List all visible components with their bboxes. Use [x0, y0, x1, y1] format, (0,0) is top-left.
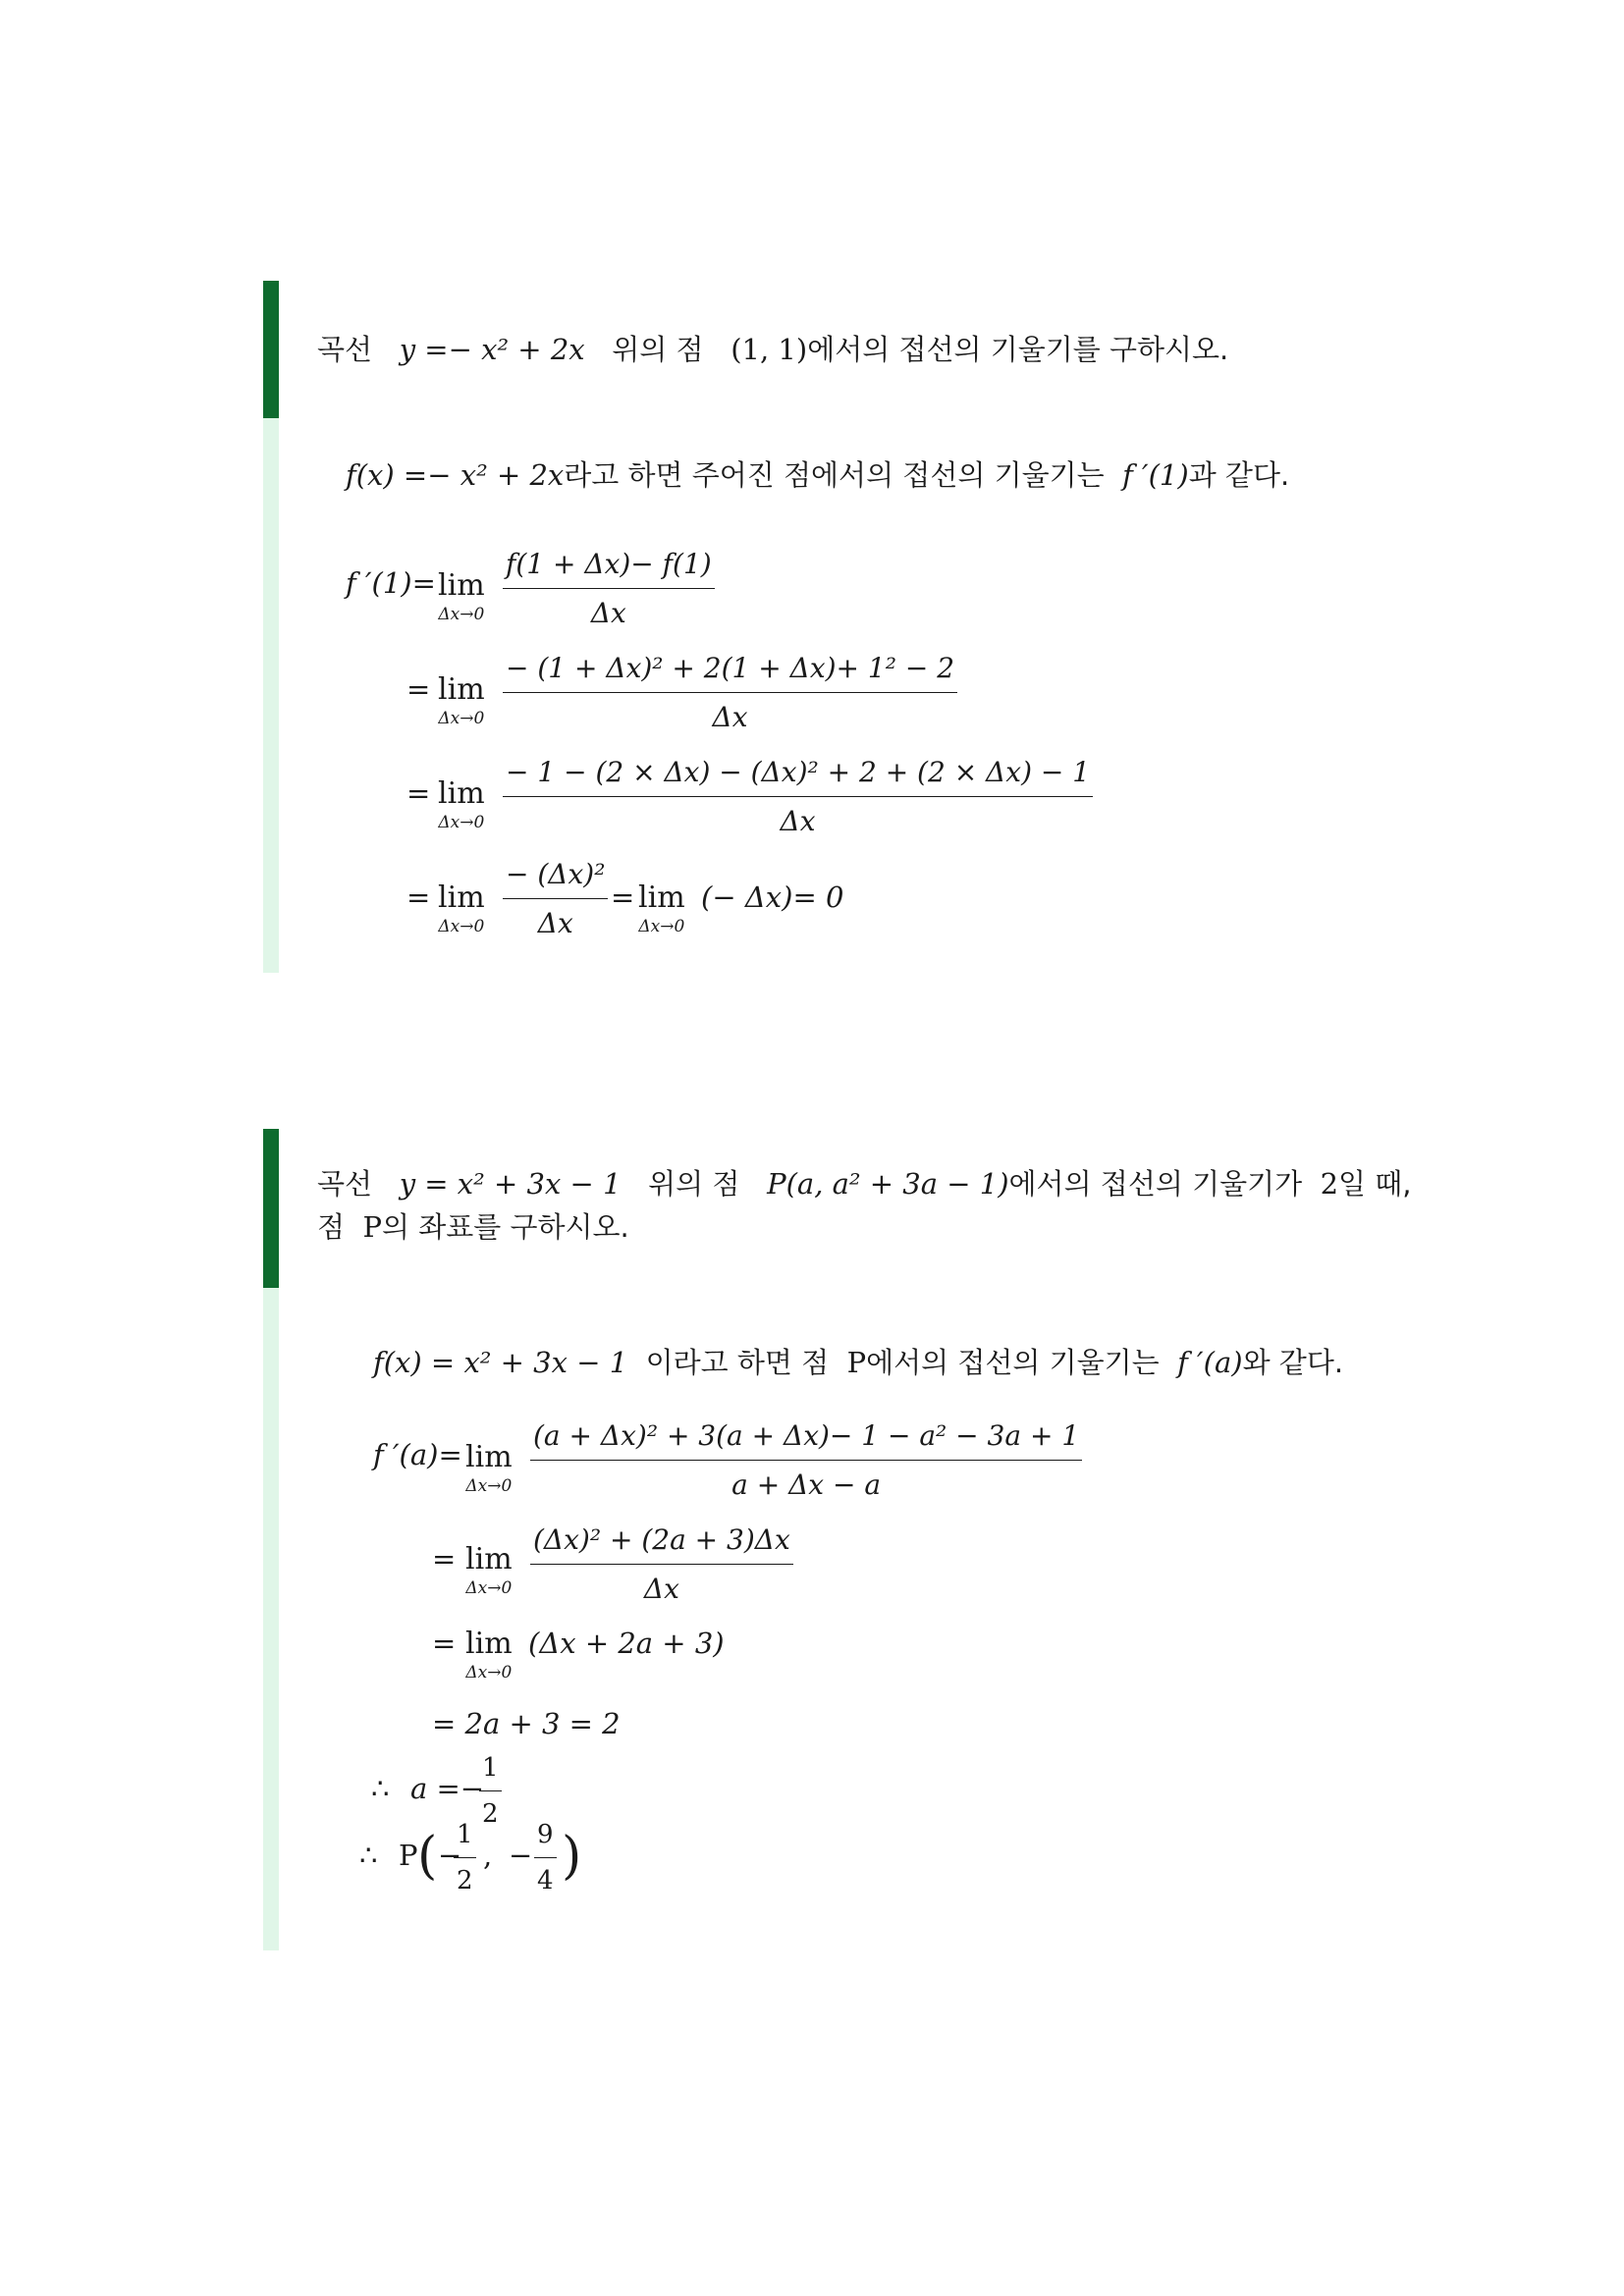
p2-step4: = 2a + 3 = 2 — [432, 1707, 621, 1740]
problem2-question-line1: 곡선 y = x² + 3x − 1 위의 점 P(a, a² + 3a − 1)에서의 접선의 기울기가 2일 때, — [317, 1167, 1412, 1201]
p1-lim-3: lim Δx→0 — [438, 776, 485, 832]
p2-step3: (Δx + 2a + 3) — [528, 1627, 725, 1660]
p-y-fraction: $\frac{9}{4}$ — [534, 1820, 557, 1896]
p1-frac-4: $\frac{\text{− (Δx)²}}{\Delta x}$ — [503, 858, 608, 939]
p1-frac-3: $\frac{\text{− 1 − (2 × Δx) − (Δx)² + 2 + (2 × Δx) − 1}}{\Delta x}$ — [503, 756, 1093, 837]
p1-result: (− Δx)= 0 — [701, 881, 844, 914]
p1-eq-2: = — [406, 672, 431, 706]
question-equation: y =− x² + 2x — [399, 333, 585, 366]
a-value-lhs: a =− — [410, 1772, 485, 1805]
neg-sign-x: − — [438, 1839, 462, 1872]
p1-lim-2: lim Δx→0 — [438, 672, 485, 728]
p1-frac-1: $\frac{f(1 + \Delta x)- f(1)}{\Delta x}$ — [503, 548, 715, 629]
p2-lhs: f ′(a)= — [373, 1438, 462, 1471]
problem1-question: 곡선 y =− x² + 2x 위의 점 (1, 1)에서의 접선의 기울기를 구하시오. — [317, 333, 1229, 366]
p2-lim-1: lim Δx→0 — [465, 1440, 513, 1496]
a-value-fraction: $\frac{1}{2}$ — [479, 1753, 502, 1829]
point-p-label: P — [399, 1839, 418, 1872]
neg-sign-y: − — [509, 1839, 533, 1872]
p1-lim-5: lim Δx→0 — [638, 881, 685, 936]
comma: , — [483, 1839, 493, 1872]
problem2-solution-bar — [263, 1288, 279, 1950]
therefore-symbol: ∴ — [371, 1772, 390, 1805]
p2-frac-2: $\frac{\text{(Δx)² + (2a + 3)Δx}}{\Delta x}$ — [530, 1523, 793, 1605]
problem1-solution-intro: f(x) =− x² + 2x라고 하면 주어진 점에서의 접선의 기울기는 f ′(1)과 같다. — [346, 458, 1290, 492]
therefore-symbol: ∴ — [359, 1839, 378, 1872]
p1-frac-2: $\frac{\text{− (1 + Δx)² + 2(1 + Δx)+ 1² − 2}}{\Delta x}$ — [503, 652, 957, 733]
p1-lhs: f ′(1)= — [346, 566, 436, 600]
p1-eq-4: = — [406, 881, 431, 914]
left-paren: ( — [417, 1827, 438, 1886]
p2-lim-3: lim Δx→0 — [465, 1627, 513, 1682]
right-paren: ) — [562, 1827, 582, 1886]
p2-frac-1: $\frac{\text{(a + Δx)² + 3(a + Δx)− 1 − a² − 3a + 1}}{a + \Delta x - a}$ — [530, 1419, 1082, 1501]
p-x-fraction: $\frac{1}{2}$ — [454, 1820, 476, 1896]
p2-eq-3: = — [432, 1627, 457, 1660]
p1-lim-1: lim Δx→0 — [438, 568, 485, 624]
question-equation: y = x² + 3x − 1 — [399, 1167, 622, 1201]
problem2-question-line2: 점 P의 좌표를 구하시오. — [317, 1210, 629, 1244]
p1-eq-3: = — [406, 776, 431, 810]
p1-eq-4b: = — [611, 881, 635, 914]
question-point: (1, 1) — [731, 333, 808, 366]
problem2-solution-intro: f(x) = x² + 3x − 1 이라고 하면 점 P에서의 접선의 기울기는 f ′(a)와 같다. — [373, 1346, 1344, 1379]
p2-lim-2: lim Δx→0 — [465, 1542, 513, 1598]
question-point: P(a, a² + 3a − 1) — [767, 1167, 1009, 1201]
problem1-solution-bar — [263, 418, 279, 973]
p1-lim-4: lim Δx→0 — [438, 881, 485, 936]
problem2-accent-bar — [263, 1129, 279, 1288]
p2-eq-2: = — [432, 1542, 457, 1575]
problem1-accent-bar — [263, 281, 279, 418]
